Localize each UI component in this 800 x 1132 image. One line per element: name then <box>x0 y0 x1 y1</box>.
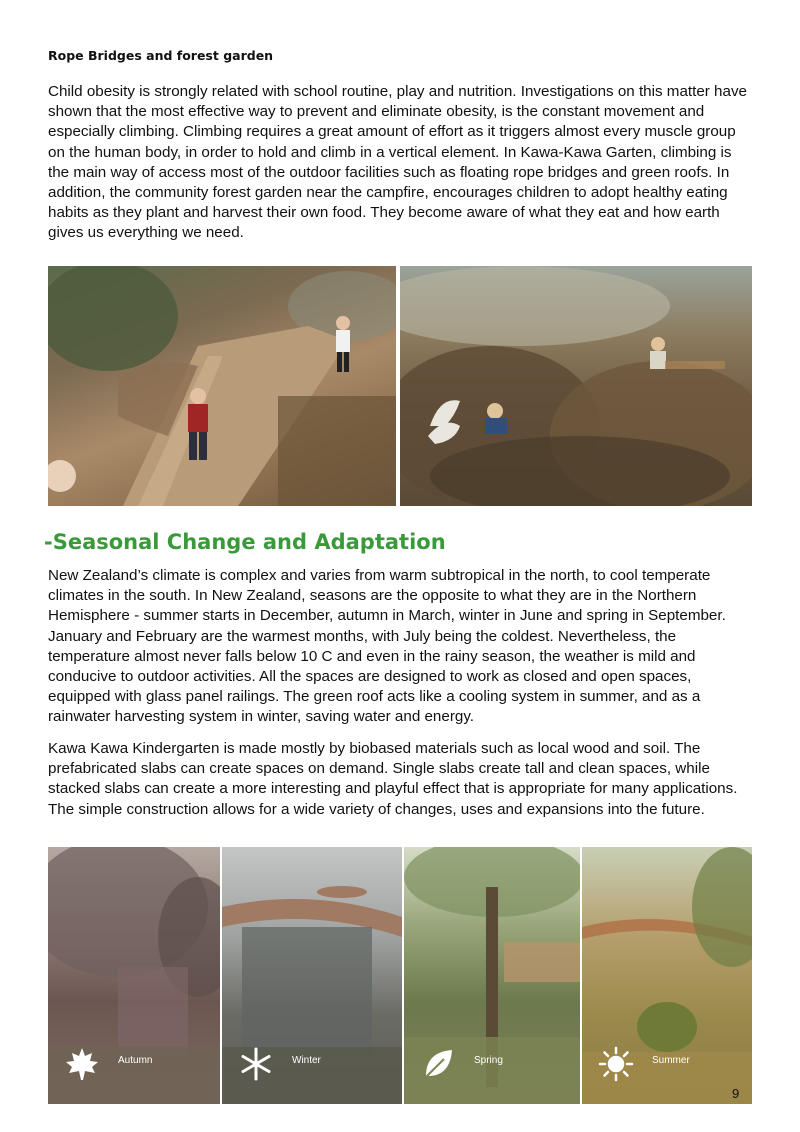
leaf-icon <box>420 1046 456 1082</box>
forest-garden-rendering <box>400 266 752 506</box>
season-name-autumn: Autumn <box>118 1055 153 1066</box>
rope-bridge-rendering <box>48 266 396 506</box>
climate-paragraph: New Zealand’s climate is complex and varies from warm subtropical in the north, to cool temperate climates in the south. In New Zealand, seasons are the opposite to what they are in the Northern Hemisphere - summer starts in December, autumn in March, winter in June and spring in September. January and February are the warmest months, with July being the coldest. Nevertheless, the temperature almost never falls below 10 C and even in the rainy season, the weather is mild and conducive to outdoor activities. All the spaces are designed to work as closed and open spaces, equipped with glass panel railings. The green roof acts like a cooling system in summer, and as a rainwater harvesting system in winter, saving water and energy. <box>48 567 726 726</box>
sun-icon <box>598 1046 634 1082</box>
section-title-seasonal-change: -Seasonal Change and Adaptation <box>44 530 446 554</box>
rope-bridges-paragraph: Child obesity is strongly related with school routine, play and nutrition. Investigations on this matter have shown that the most effective way to prevent and eliminate obesity, is the constant movement and especially climbing. Climbing requires a great amount of effort as it triggers almost every muscle group on the human body, in order to hold and climb in a vertical element. In Kawa-Kawa Garten, climbing is the main way of access most of the outdoor facilities such as floating rope bridges and green roofs. In addition, the community forest garden near the campfire, encourages children to adopt healthy eating habits as they plant and harvest their own food. They become aware of what they eat and how earth gives us everything we need. <box>48 83 747 242</box>
season-name-summer: Summer <box>652 1055 690 1066</box>
season-panel-summer <box>582 847 752 1104</box>
season-name-winter: Winter <box>292 1055 321 1066</box>
season-panel-spring <box>404 847 580 1104</box>
snowflake-icon <box>238 1046 274 1082</box>
season-panel-autumn <box>48 847 220 1104</box>
page-number: 9 <box>732 1086 740 1101</box>
season-name-spring: Spring <box>474 1055 503 1066</box>
materials-paragraph: Kawa Kawa Kindergarten is made mostly by biobased materials such as local wood and soil. The prefabricated slabs can create spaces on demand. Single slabs create tall and clean spaces, while stacked slabs can create a more interesting and playful effect that is appropriate for many applications. The simple construction allows for a wide variety of changes, uses and expansions into the future. <box>48 740 738 818</box>
season-panel-winter <box>222 847 402 1104</box>
maple-leaf-icon <box>64 1046 100 1082</box>
seasons-image-strip <box>48 847 752 1104</box>
section-heading-rope-bridges: Rope Bridges and forest garden <box>48 48 274 63</box>
